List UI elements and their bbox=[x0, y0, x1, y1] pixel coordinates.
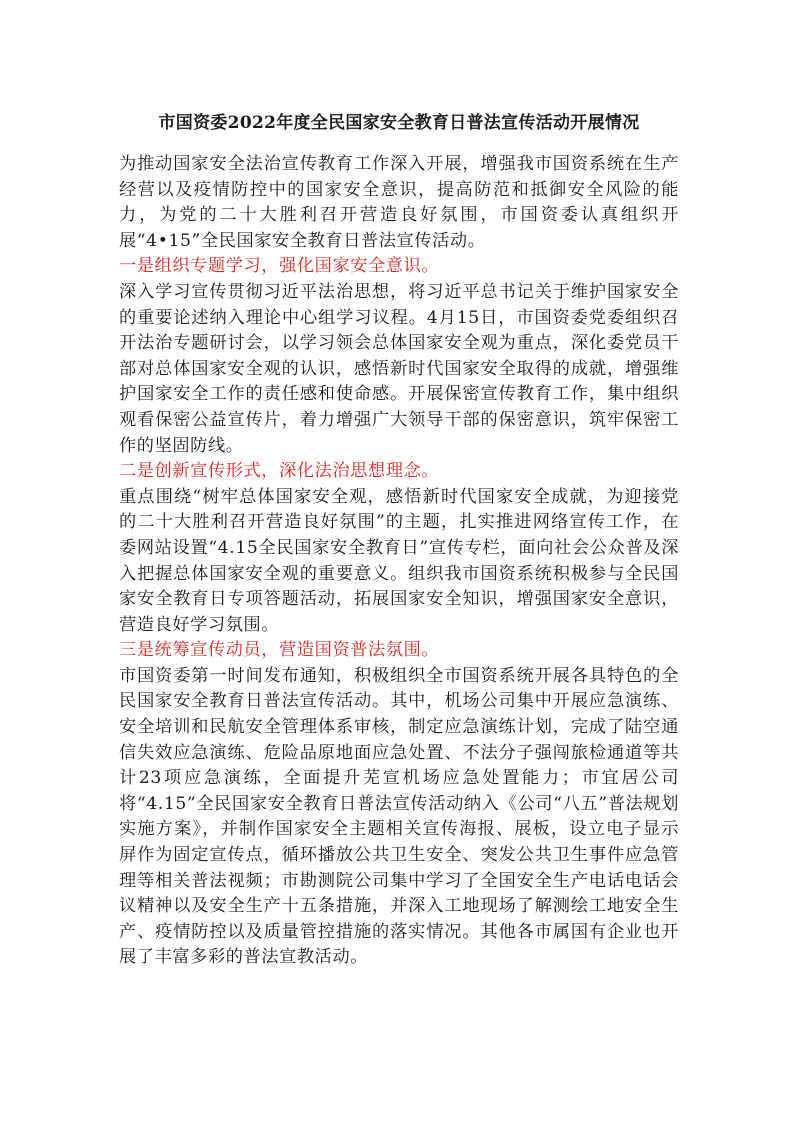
document-title: 市国资委2022年度全民国家安全教育日普法宣传活动开展情况 bbox=[158, 113, 640, 133]
section-heading: 三是统筹宣传动员，营造国资普法氛围。 bbox=[119, 640, 440, 661]
section-body: 深入学习宣传贯彻习近平法治思想，将习近平总书记关于维护国家安全的重要论述纳入理论中心组学习议程。4月15日，市国资委党委组织召开法治专题研讨会，以学习领会总体国家安全观为重点，深化委党员干部对总体国家安全观的认识，感悟新时代国家安全取得的成就，增强维护国家安全工作的责任感和使命感。开展保密宣传教育工作，集中组织观看保密公益宣传片，着力增强广大领导干部的保密意识，筑牢保密工作的坚固防线。 bbox=[119, 281, 679, 456]
section-body: 市国资委第一时间发布通知，积极组织全市国资系统开展各具特色的全民国家安全教育日普法宣传活动。其中，机场公司集中开展应急演练、安全培训和民航安全管理体系审核，制定应急演练计划，完成了陆空通信失效应急演练、危险品原地面应急处置、不法分子强闯旅检通道等共计23项应急演练，全面提升芜宣机场应急处置能力；市宜居公司将“4.15”全民国家安全教育日普法宣传活动纳入《公司“八五”普法规划实施方案》，并制作国家安全主题相关宣传海报、展板，设立电子显示屏作为固定宣传点，循环播放公共卫生安全、突发公共卫生事件应急管理等相关普法视频；市勘测院公司集中学习了全国安全生产电话电话会议精神以及安全生产十五条措施，并深入工地现场了解测绘工地安全生产、疫情防控以及质量管控措施的落实情况。其他各市属国有企业也开展了丰富多彩的普法宣教活动。 bbox=[119, 665, 679, 968]
section-heading: 一是组织专题学习，强化国家安全意识。 bbox=[119, 256, 440, 277]
section-body: 重点围绕“树牢总体国家安全观，感悟新时代国家安全成就，为迎接党的二十大胜利召开营造良好氛围”的主题，扎实推进网络宣传工作，在委网站设置“4.15全民国家安全教育日”宣传专栏，面向社会公众普及深入把握总体国家安全观的重要意义。组织我市国资系统积极参与全民国家安全教育日专项答题活动，拓展国家安全知识，增强国家安全意识，营造良好学习氛围。 bbox=[119, 486, 679, 635]
intro-paragraph: 为推动国家安全法治宣传教育工作深入开展，增强我市国资系统在生产经营以及疫情防控中的国家安全意识，提高防范和抵御安全风险的能力，为党的二十大胜利召开营造良好氛围，市国资委认真组织开展“4•15”全民国家安全教育日普法宣传活动。 bbox=[119, 154, 679, 251]
section-1 bbox=[119, 254, 679, 459]
section-heading: 二是创新宣传形式，深化法治思想理念。 bbox=[119, 461, 440, 482]
section-3 bbox=[119, 638, 679, 971]
section-2 bbox=[119, 459, 679, 638]
document-page bbox=[119, 108, 679, 971]
